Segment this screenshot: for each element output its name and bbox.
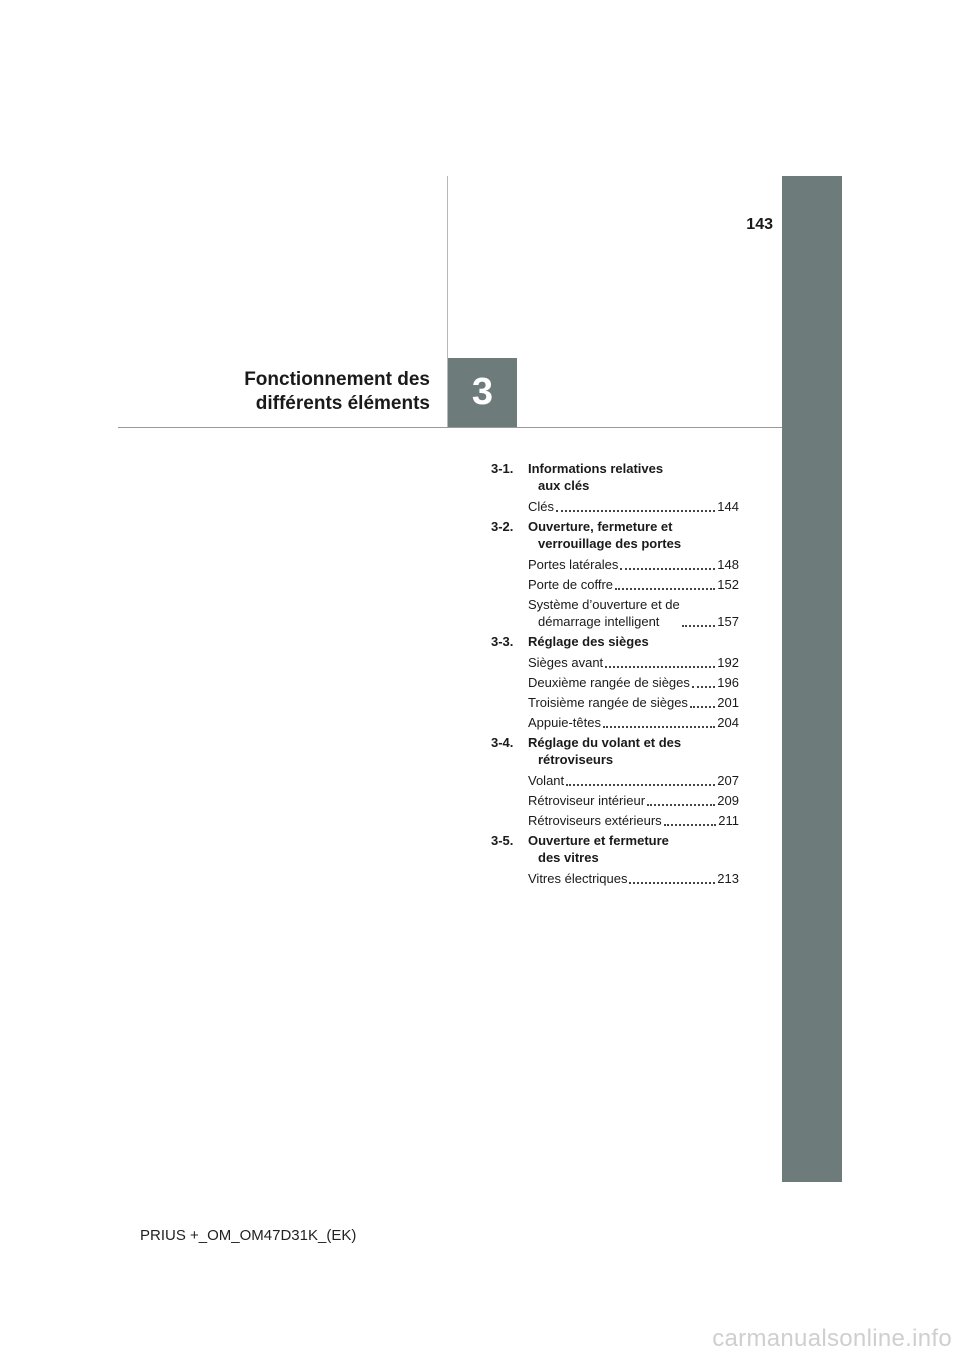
toc-section-title bbox=[528, 518, 739, 552]
toc-section bbox=[491, 734, 739, 829]
toc-section-heading bbox=[491, 518, 739, 552]
toc-entry-label bbox=[528, 498, 554, 515]
toc-section-heading bbox=[491, 633, 739, 650]
toc-section-heading bbox=[491, 832, 739, 866]
toc-leader-dots bbox=[692, 685, 715, 688]
toc-section-title bbox=[528, 832, 739, 866]
toc-leader-dots bbox=[664, 823, 717, 826]
toc-entry[interactable] bbox=[528, 654, 739, 671]
toc-leader-dots bbox=[566, 783, 715, 786]
toc-entry-label-line: Deuxième rangée de sièges bbox=[528, 675, 690, 690]
toc-section-title-line: des vitres bbox=[538, 850, 599, 865]
toc-leader-dots bbox=[682, 624, 716, 627]
toc-section-title-line: aux clés bbox=[538, 478, 590, 493]
toc-section-title-line: verrouillage des portes bbox=[538, 536, 682, 551]
toc-section-title-line: Ouverture et fermeture bbox=[528, 833, 669, 848]
toc-entry[interactable] bbox=[528, 596, 739, 630]
toc-entry-label bbox=[528, 792, 645, 809]
watermark: carmanualsonline.info bbox=[712, 1325, 952, 1352]
page-number: 143 bbox=[746, 216, 773, 233]
toc-leader-dots bbox=[629, 881, 715, 884]
toc-entry-label bbox=[528, 772, 564, 789]
toc-entry-label-line: Clés bbox=[528, 499, 555, 514]
toc-entry-label bbox=[528, 714, 601, 731]
toc-section bbox=[491, 633, 739, 731]
toc-entry-label-line: démarrage intelligent bbox=[538, 614, 660, 629]
toc-entry-label-line: Rétroviseur intérieur bbox=[528, 793, 646, 808]
toc-entry[interactable] bbox=[528, 694, 739, 711]
toc-section-number: 3-5. bbox=[491, 833, 514, 848]
chapter-side-tab bbox=[782, 176, 842, 1182]
chapter-title-line-1: Fonctionnement des bbox=[244, 369, 430, 390]
toc-leader-dots bbox=[603, 725, 715, 728]
toc-entry-label bbox=[528, 576, 613, 593]
toc-section bbox=[491, 518, 739, 630]
toc-entry-page: 213 bbox=[717, 871, 739, 886]
toc-entry-page: 211 bbox=[718, 813, 739, 828]
toc-section-title-line: Ouverture, fermeture et bbox=[528, 519, 673, 534]
toc-section-heading bbox=[491, 734, 739, 768]
toc-section-title bbox=[528, 633, 739, 650]
chapter-title bbox=[130, 368, 430, 416]
toc-leader-dots bbox=[615, 587, 715, 590]
toc-entry[interactable] bbox=[528, 674, 739, 691]
toc-entry-page: 207 bbox=[717, 773, 739, 788]
toc-entry-page: 152 bbox=[717, 577, 739, 592]
toc-entry[interactable] bbox=[528, 870, 739, 887]
toc-entry-page: 196 bbox=[717, 675, 739, 690]
document-footer: PRIUS +_OM_OM47D31K_(EK) bbox=[140, 1227, 357, 1244]
toc-section-title-line: Réglage des sièges bbox=[528, 634, 649, 649]
toc-entry-label-line: Système d’ouverture et de bbox=[528, 597, 680, 612]
toc-entry-label-line: Porte de coffre bbox=[528, 577, 614, 592]
toc-leader-dots bbox=[620, 567, 715, 570]
toc-entry-label bbox=[528, 596, 680, 630]
toc-section bbox=[491, 460, 739, 515]
toc-entry-label-line: Volant bbox=[528, 773, 565, 788]
toc-leader-dots bbox=[690, 705, 715, 708]
toc-section-number: 3-4. bbox=[491, 735, 514, 750]
toc-entry-page: 204 bbox=[717, 715, 739, 730]
toc-entry-page: 144 bbox=[717, 499, 739, 514]
toc-section-number: 3-1. bbox=[491, 461, 514, 476]
toc-leader-dots bbox=[556, 509, 715, 512]
toc-section-number: 3-3. bbox=[491, 634, 514, 649]
chapter-number: 3 bbox=[471, 371, 494, 413]
toc-section-title-line: rétroviseurs bbox=[538, 752, 614, 767]
toc-entry[interactable] bbox=[528, 556, 739, 573]
chapter-title-line-2: différents éléments bbox=[255, 393, 430, 414]
toc-entry-label bbox=[528, 674, 690, 691]
toc-entry-label bbox=[528, 870, 627, 887]
toc-entry-label bbox=[528, 694, 688, 711]
toc-entry-label-line: Vitres électriques bbox=[528, 871, 628, 886]
toc-entry-page: 192 bbox=[717, 655, 739, 670]
toc-entry[interactable] bbox=[528, 714, 739, 731]
toc-leader-dots bbox=[605, 665, 715, 668]
toc-section bbox=[491, 832, 739, 887]
toc-entry-label bbox=[528, 556, 618, 573]
toc-entry-page: 209 bbox=[717, 793, 739, 808]
chapter-number-box bbox=[448, 358, 517, 427]
toc-entry-label-line: Portes latérales bbox=[528, 557, 619, 572]
toc-entry-label-line: Rétroviseurs extérieurs bbox=[528, 813, 662, 828]
toc-entry[interactable] bbox=[528, 576, 739, 593]
toc-section-number: 3-2. bbox=[491, 519, 514, 534]
toc-section-title bbox=[528, 460, 739, 494]
toc-entry-label-line: Troisième rangée de sièges bbox=[528, 695, 688, 710]
table-of-contents bbox=[491, 460, 739, 890]
toc-entry-label-line: Appuie-têtes bbox=[528, 715, 601, 730]
toc-leader-dots bbox=[647, 803, 715, 806]
toc-section-heading bbox=[491, 460, 739, 494]
toc-entry-label-line: Sièges avant bbox=[528, 655, 604, 670]
toc-section-title-line: Informations relatives bbox=[528, 461, 664, 476]
toc-entry-page: 148 bbox=[717, 557, 739, 572]
toc-entry[interactable] bbox=[528, 772, 739, 789]
toc-entry[interactable] bbox=[528, 812, 739, 829]
toc-section-title bbox=[528, 734, 739, 768]
toc-entry[interactable] bbox=[528, 792, 739, 809]
toc-entry[interactable] bbox=[528, 498, 739, 515]
horizontal-divider bbox=[118, 427, 782, 428]
toc-entry-page: 157 bbox=[717, 614, 739, 629]
toc-section-title-line: Réglage du volant et des bbox=[528, 735, 682, 750]
toc-entry-page: 201 bbox=[717, 695, 739, 710]
toc-entry-label bbox=[528, 654, 603, 671]
toc-entry-label bbox=[528, 812, 662, 829]
